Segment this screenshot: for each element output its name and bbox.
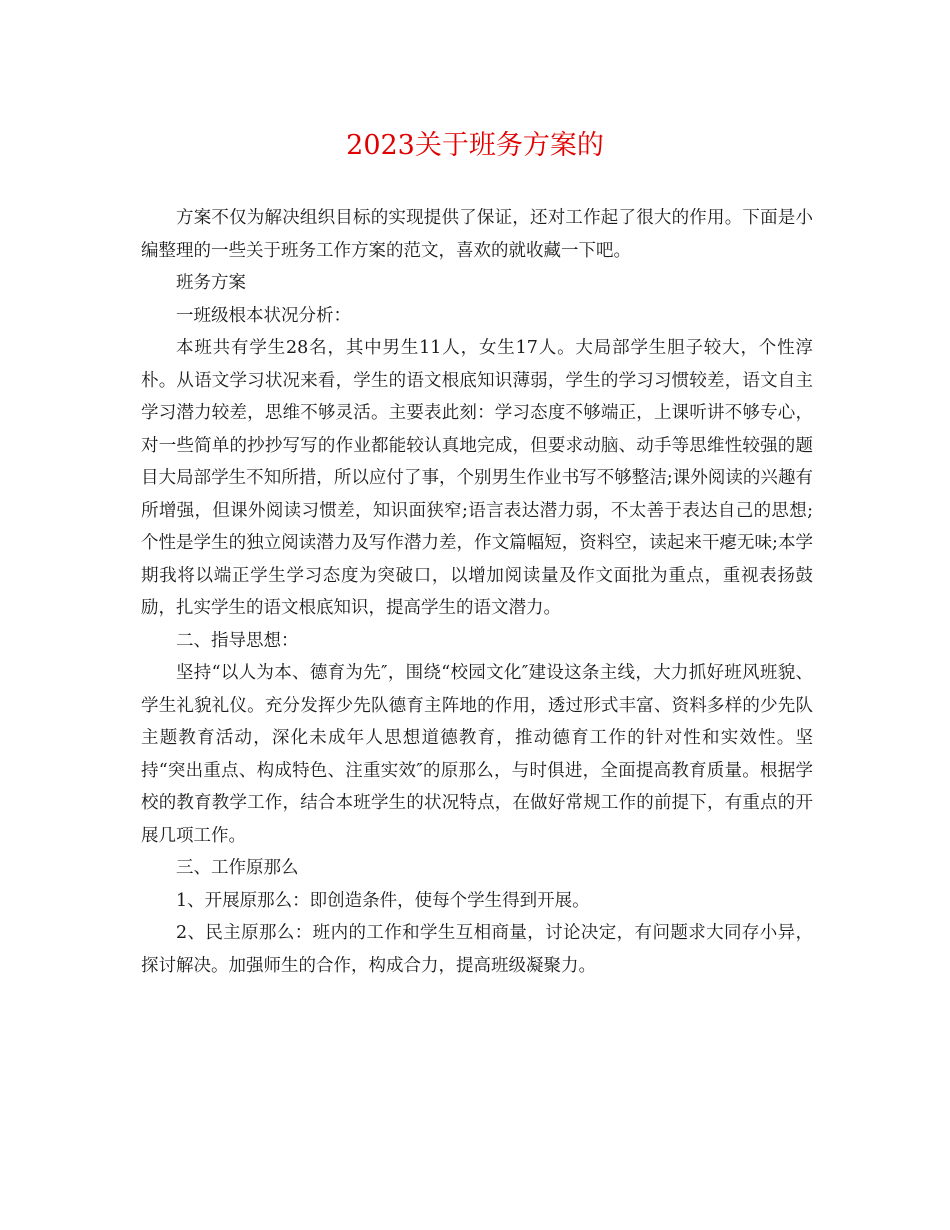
paragraph-guiding-thought: 坚持“以人为本、德育为先″，围绕“校园文化″建设这条主线，大力抓好班风班貌、学生礼貌礼仪。充分发挥少先队德育主阵地的作用，透过形式丰富、资料多样的少先队主题教育活动，深化未成年人思想道德教育，推动德育工作的针对性和实效性。坚持“突出重点、构成特色、注重实效″的原那么，与时俱进，全面提高教育质量。根据学校的教育教学工作，结合本班学生的状况特点，在做好常规工作的前提下，有重点的开展几项工作。: [141, 663, 813, 846]
paragraph-heading-plan: 班务方案: [176, 273, 246, 293]
paragraph-heading-principles: 三、工作原那么: [176, 858, 299, 878]
paragraph-principle-1: 1、开展原那么：即创造条件，使每个学生得到开展。: [176, 890, 590, 911]
document-title: 2023关于班务方案的: [346, 130, 604, 161]
paragraph-heading-guiding-thought: 二、指导思想：: [176, 630, 299, 651]
paragraph-intro: 方案不仅为解决组织目标的实现提供了保证，还对工作起了很大的作用。下面是小编整理的一些关于班务工作方案的范文，喜欢的就收藏一下吧。: [141, 208, 813, 261]
paragraph-class-analysis: 本班共有学生28名，其中男生11人，女生17人。大局部学生胆子较大，个性淳朴。从语文学习状况来看，学生的语文根底知识薄弱，学生的学习习惯较差，语文自主学习潜力较差，思维不够灵活。主要表此刻：学习态度不够端正，上课听讲不够专心，对一些简单的抄抄写写的作业都能较认真地完成，但要求动脑、动手等思维性较强的题目大局部学生不知所措，所以应付了事，个别男生作业书写不够整洁;课外阅读的兴趣有所增强，但课外阅读习惯差，知识面狭窄;语言表达潜力弱，不太善于表达自己的思想;个性是学生的独立阅读潜力及写作潜力差，作文篇幅短，资料空，读起来干瘪无味;本学期我将以端正学生学习态度为突破口，以增加阅读量及作文面批为重点，重视表扬鼓励，扎实学生的语文根底知识，提高学生的语文潜力。: [141, 338, 813, 618]
paragraph-principle-2: 2、民主原那么：班内的工作和学生互相商量，讨论决定，有问题求大同存小异，探讨解决。加强师生的合作，构成合力，提高班级凝聚力。: [141, 923, 813, 976]
paragraph-heading-class-analysis: 一班级根本状况分析：: [176, 305, 351, 326]
document-body: [141, 202, 813, 982]
